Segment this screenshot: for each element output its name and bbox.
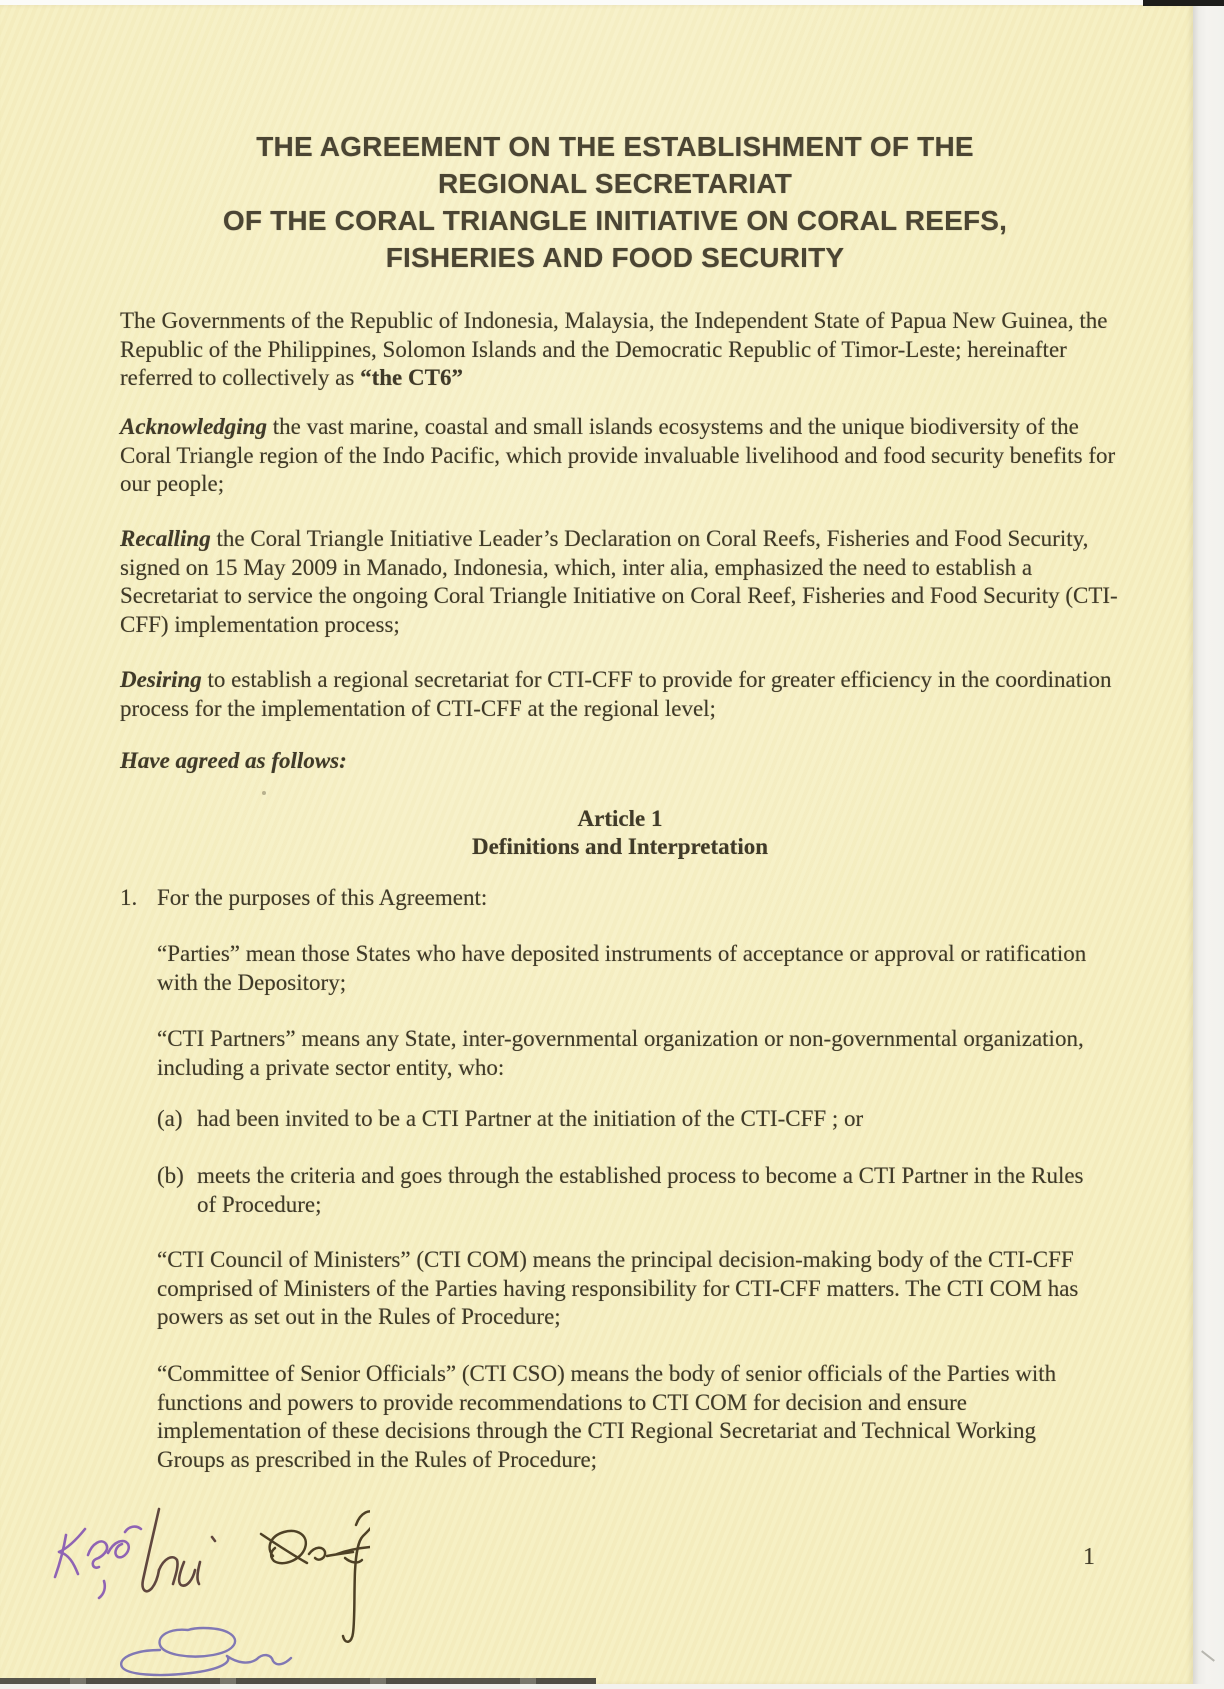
article-heading: Article 1 bbox=[577, 806, 663, 831]
signature-initials-maroon bbox=[143, 1509, 215, 1591]
scan-edge-mark-bottom bbox=[0, 1678, 596, 1684]
title-line-1: THE AGREEMENT ON THE ESTABLISHMENT OF THE bbox=[256, 131, 974, 162]
subclause-a-text: had been invited to be a CTI Partner at the initiation of the CTI-CFF ; or bbox=[197, 1106, 864, 1131]
clause-1-text: For the purposes of this Agreement: bbox=[157, 885, 488, 910]
title-line-4: FISHERIES AND FOOD SECURITY bbox=[385, 242, 845, 273]
definition-cti-council-of-ministers: “CTI Council of Ministers” (CTI COM) means the principal decision-making body of the CTI-CFF comprised of Ministers of the Parties having responsibility for CTI-CFF matters. The CTI COM has powers as set out in the Rules of Procedure; bbox=[157, 1247, 1079, 1329]
preamble-acknowledging-paragraph: Acknowledging the vast marine, coastal and small islands ecosystems and the unique biodiversity of the Coral Triangle region of the Indo Pacific, which provide invaluable livelihood and food security benefits for our people; bbox=[120, 414, 1116, 496]
subclause-b-text: meets the criteria and goes through the established process to become a CTI Partner in the Rules of Procedure; bbox=[197, 1163, 1084, 1217]
subclause-a bbox=[157, 1105, 1100, 1134]
article-subheading: Definitions and Interpretation bbox=[471, 834, 769, 859]
title-line-2: REGIONAL SECRETARIAT bbox=[437, 168, 792, 199]
scan-artifact-dot bbox=[262, 791, 266, 795]
document-title bbox=[100, 128, 1130, 276]
scan-edge-mark-top-right bbox=[1143, 0, 1224, 6]
preamble-desiring-paragraph: Desiring to establish a regional secretariat for CTI-CFF to provide for greater efficiency in the coordination process for the implementation of CTI-CFF at the regional level; bbox=[120, 667, 1112, 721]
scanner-background-strip bbox=[1193, 0, 1224, 1684]
page-number: 1 bbox=[1083, 1544, 1095, 1570]
clause-1 bbox=[120, 884, 1120, 913]
signature-initials-olive-flourish bbox=[261, 1511, 370, 1641]
title-line-3: OF THE CORAL TRIANGLE INITIATIVE ON CORAL REEFS, bbox=[222, 205, 1008, 236]
subclause-b bbox=[157, 1162, 1100, 1219]
signature-initials-purple bbox=[55, 1527, 141, 1598]
handwritten-signatures bbox=[40, 1493, 370, 1689]
subclause-b-label: (b) bbox=[157, 1163, 184, 1188]
definition-parties: “Parties” mean those States who have deposited instruments of acceptance or approval or ratification with the Depository; bbox=[157, 941, 1087, 995]
definition-committee-of-senior-officials: “Committee of Senior Officials” (CTI CSO) means the body of senior officials of the Parties with functions and powers to provide recommendations to CTI COM for decision and ensure implementation of these decisions through the CTI Regional Secretariat and Technical Working Groups as prescribed in the Rules of Procedure; bbox=[157, 1361, 1057, 1472]
signature-oval-scribble-blue bbox=[121, 1628, 291, 1675]
preamble-parties-paragraph: The Governments of the Republic of Indonesia, Malaysia, the Independent State of Papua New Guinea, the Republic of the Philippines, Solomon Islands and the Democratic Republic of Timor-Leste; hereinafter referred to collectively as “the CT6” bbox=[120, 308, 1108, 390]
paper-sheet bbox=[0, 5, 1193, 1684]
preamble-agreed-clause: Have agreed as follows: bbox=[120, 748, 347, 773]
subclause-a-label: (a) bbox=[157, 1106, 183, 1131]
preamble-recalling-paragraph: Recalling the Coral Triangle Initiative Leader’s Declaration on Coral Reefs, Fisheries and Food Security, signed on 15 May 2009 in Manado, Indonesia, which, inter alia, emphasized the need to establish a Secretariat to service the ongoing Coral Triangle Initiative on Coral Reef, Fisheries and Food Security (CTI-CFF) implementation process; bbox=[120, 526, 1118, 637]
clause-1-number: 1. bbox=[120, 885, 138, 910]
definition-cti-partners: “CTI Partners” means any State, inter-governmental organization or non-governmental organization, including a private sector entity, who: bbox=[157, 1026, 1084, 1080]
